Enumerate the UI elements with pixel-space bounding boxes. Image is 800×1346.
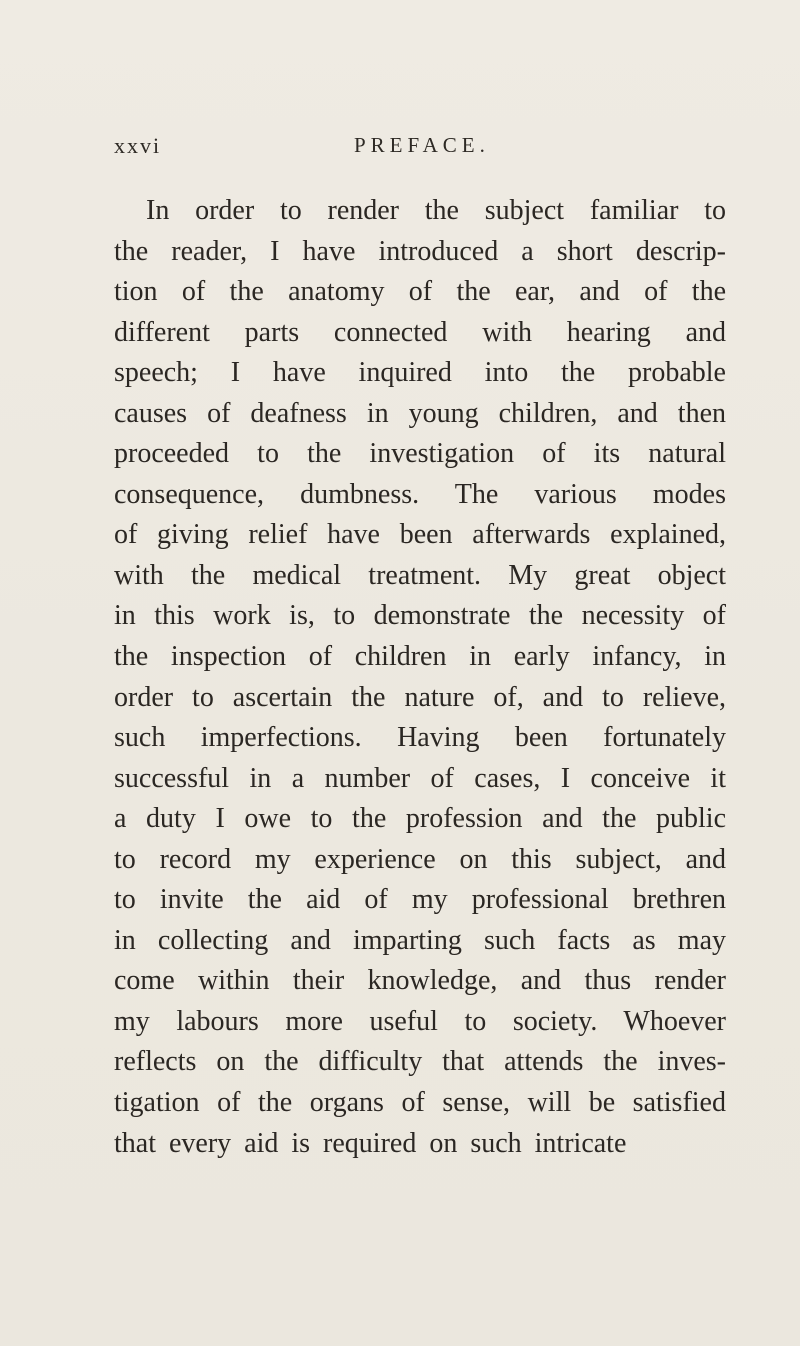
text-line: speech; I have inquired into the probable bbox=[114, 357, 726, 389]
text-line: my labours more useful to society. Whoever bbox=[114, 1005, 726, 1037]
text-line: causes of deafness in young children, and then bbox=[114, 397, 726, 429]
text-line: in collecting and imparting such facts as may bbox=[114, 924, 726, 956]
text-line: In order to render the subject familiar to bbox=[146, 195, 726, 226]
page-number: xxvi bbox=[114, 133, 162, 158]
text-line: to invite the aid of my professional brethren bbox=[114, 884, 726, 916]
text-line: proceeded to the investigation of its natural bbox=[114, 438, 726, 470]
text-line: that every aid is required on such intricate bbox=[114, 1127, 627, 1159]
text-line: such imperfections. Having been fortunately bbox=[114, 722, 726, 754]
text-line: order to ascertain the nature of, and to relieve, bbox=[114, 681, 726, 713]
text-line: in this work is, to demonstrate the necessity of bbox=[114, 600, 726, 632]
text-line: with the medical treatment. My great object bbox=[114, 559, 726, 591]
running-head: PREFACE. bbox=[354, 133, 490, 157]
text-line: a duty I owe to the profession and the public bbox=[114, 803, 726, 835]
text-line: tigation of the organs of sense, will be satisfied bbox=[114, 1087, 726, 1119]
text-line: to record my experience on this subject, and bbox=[114, 843, 726, 875]
text-line: the reader, I have introduced a short descrip- bbox=[114, 235, 726, 267]
text-line: consequence, dumbness. The various modes bbox=[114, 478, 726, 510]
text-line: tion of the anatomy of the ear, and of the bbox=[114, 276, 726, 308]
text-line: reflects on the difficulty that attends the inves- bbox=[114, 1046, 726, 1078]
text-line: successful in a number of cases, I conceive it bbox=[114, 762, 726, 794]
text-line: come within their knowledge, and thus render bbox=[114, 965, 726, 997]
page-header bbox=[0, 129, 800, 165]
preface-paragraph bbox=[114, 191, 726, 1164]
text-line: different parts connected with hearing and bbox=[114, 316, 726, 348]
text-line: the inspection of children in early infancy, in bbox=[114, 641, 726, 673]
text-line: of giving relief have been afterwards explained, bbox=[114, 519, 726, 551]
